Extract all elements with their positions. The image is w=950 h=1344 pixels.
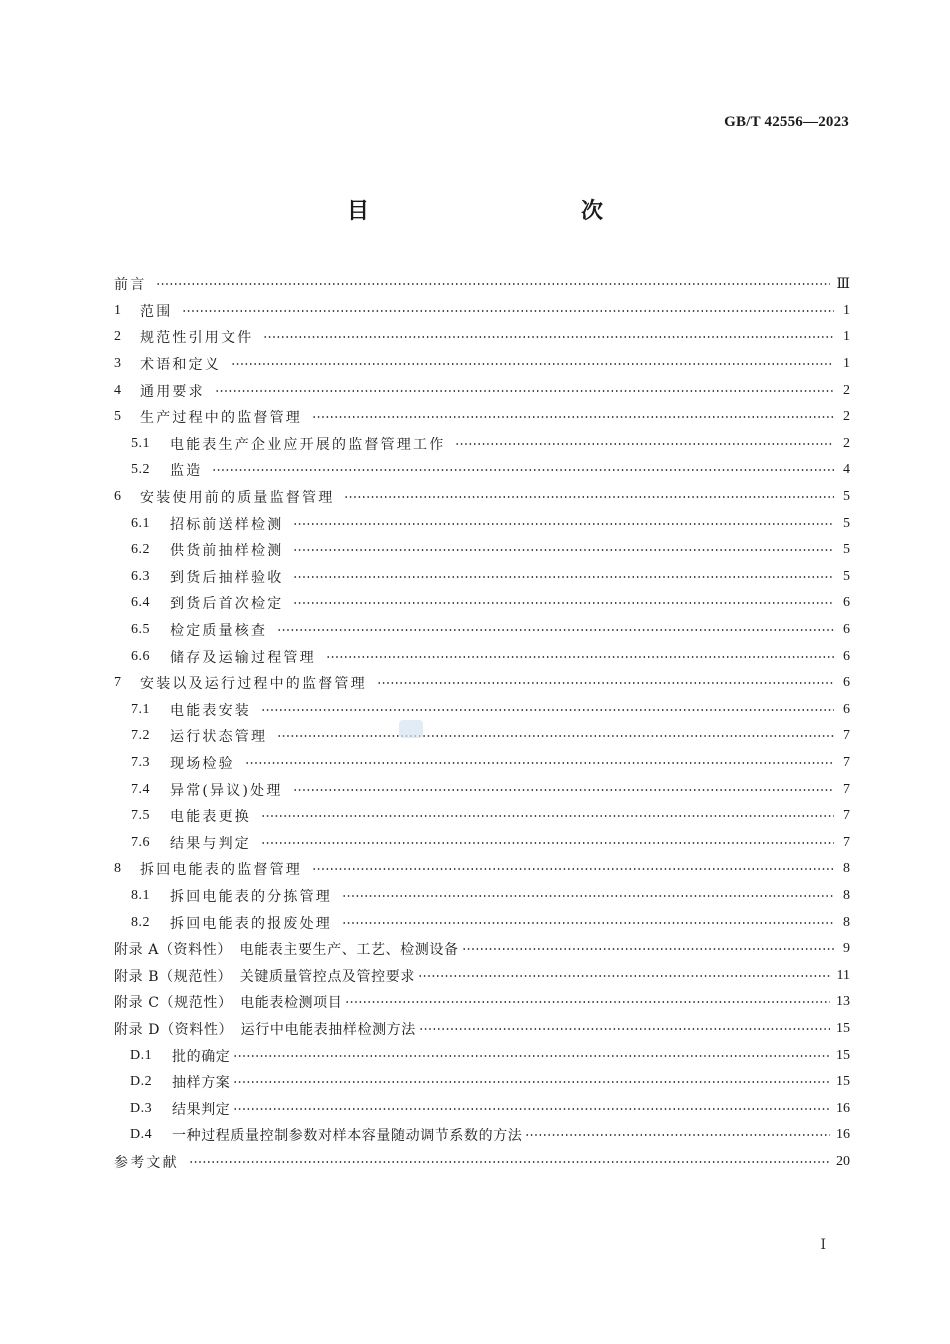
toc-leader-dots [326,656,834,658]
toc-entry-number: 7.3 [131,754,150,770]
toc-entry-label: 参考文献 [114,1154,179,1171]
toc-entry[interactable] [114,377,850,404]
toc-entry[interactable] [114,1016,850,1043]
toc-entry-number: D.2 [130,1074,153,1090]
toc-entry-label: 电能表安装 [170,702,251,719]
toc-entry-page: 1 [843,302,850,318]
toc-leader-dots [312,416,834,418]
toc-entry-label: 供货前抽样检测 [170,543,284,560]
toc-entry[interactable] [114,856,850,883]
toc-entry[interactable] [114,510,850,537]
toc-leader-dots [233,1055,830,1057]
toc-leader-dots [293,549,834,551]
toc-entry-page: 8 [843,914,850,930]
toc-entry-page: 8 [843,861,850,877]
toc-entry-label: 现场检验 [170,755,235,772]
toc-entry-page: 16 [836,1127,850,1143]
toc-entry-label: 拆回电能表的分拣管理 [170,888,332,905]
toc-leader-dots [344,496,834,498]
toc-entry[interactable] [114,564,850,591]
toc-entry[interactable] [114,989,850,1016]
toc-entry-label: 附录 C（规范性） 电能表检测项目 [114,995,343,1012]
toc-entry-label: 安装以及运行过程中的监督管理 [140,676,367,693]
toc-leader-dots [293,576,834,578]
toc-entry-label: 附录 B（规范性） 关键质量管控点及管控要求 [114,968,415,985]
toc-entry-page: 15 [836,1074,850,1090]
toc-entry-page: 13 [836,994,850,1010]
toc-entry-label: 检定质量核查 [170,623,268,640]
toc-entry-page: 5 [843,489,850,505]
toc-entry-label: 前言 [114,277,147,294]
toc-entry-label: 监造 [170,463,203,480]
page-number: Ⅰ [820,1238,826,1253]
toc-entry-number: 6.4 [131,595,150,611]
toc-entry-label: 一种过程质量控制参数对样本容量随动调节系数的方法 [172,1128,523,1145]
toc-entry-label: 范围 [140,303,173,320]
toc-entry[interactable] [114,431,850,458]
toc-entry-page: 7 [843,834,850,850]
standard-code: GB/T 42556—2023 [724,114,849,130]
toc-entry-label: 电能表生产企业应开展的监督管理工作 [170,436,446,453]
toc-entry-number: 6 [114,489,122,505]
toc-leader-dots [182,310,834,312]
toc-entry-page: Ⅲ [836,276,850,292]
table-of-contents [114,271,850,1175]
toc-entry-label: 附录 D（资料性） 运行中电能表抽样检测方法 [114,1021,416,1038]
page-title: 目 次 [346,199,659,224]
toc-entry-number: 5.2 [131,462,150,478]
toc-entry-page: 20 [836,1153,850,1169]
toc-leader-dots [342,895,834,897]
toc-entry-page: 6 [843,675,850,691]
toc-entry-page: 6 [843,595,850,611]
toc-entry-page: 7 [843,754,850,770]
toc-entry-page: 16 [836,1100,850,1116]
toc-entry-label: 拆回电能表的报废处理 [170,915,332,932]
toc-entry-page: 6 [843,701,850,717]
toc-entry[interactable] [114,750,850,777]
toc-entry-number: D.4 [130,1127,153,1143]
toc-leader-dots [261,709,834,711]
toc-leader-dots [277,629,834,631]
toc-entry-page: 4 [843,462,850,478]
toc-entry-number: 5 [114,409,122,425]
toc-entry-page: 5 [843,542,850,558]
toc-entry-number: 7.4 [131,781,150,797]
toc-leader-dots [212,469,834,471]
toc-leader-dots [293,602,834,604]
toc-entry[interactable] [114,351,850,378]
toc-entry[interactable] [114,1122,850,1149]
toc-leader-dots [263,336,834,338]
toc-entry-label: 电能表更换 [170,809,251,826]
toc-leader-dots [245,762,834,764]
toc-entry-page: 7 [843,781,850,797]
toc-entry[interactable] [114,590,850,617]
toc-entry-page: 1 [843,356,850,372]
toc-leader-dots [293,789,834,791]
toc-entry-label: 批的确定 [172,1048,231,1065]
toc-entry-number: 7.1 [131,701,150,717]
toc-entry-page: 6 [843,622,850,638]
toc-entry-label: 结果判定 [172,1101,231,1118]
toc-entry-number: 8 [114,861,122,877]
toc-entry[interactable] [114,537,850,564]
toc-leader-dots [233,1081,830,1083]
toc-entry-page: 15 [836,1047,850,1063]
toc-entry[interactable] [114,1069,850,1096]
toc-entry-number: 8.2 [131,914,150,930]
toc-leader-dots [345,1001,830,1003]
toc-entry-page: 11 [836,967,850,983]
toc-entry-page: 5 [843,568,850,584]
toc-leader-dots [231,363,834,365]
toc-entry-number: 7.5 [131,808,150,824]
toc-leader-dots [312,868,834,870]
toc-entry-page: 1 [843,329,850,345]
toc-entry-number: 7 [114,675,122,691]
toc-leader-dots [525,1134,830,1136]
toc-entry[interactable] [114,936,850,963]
toc-entry-number: 6.2 [131,542,150,558]
toc-leader-dots [342,922,834,924]
toc-leader-dots [418,975,831,977]
toc-entry-number: 7.6 [131,834,150,850]
toc-entry-label: 安装使用前的质量监督管理 [140,490,335,507]
toc-entry[interactable] [114,829,850,856]
toc-entry[interactable] [114,697,850,724]
toc-entry[interactable] [114,617,850,644]
toc-entry-page: 7 [843,808,850,824]
toc-entry-page: 2 [843,435,850,451]
toc-entry[interactable] [114,643,850,670]
toc-entry-label: 拆回电能表的监督管理 [140,862,302,879]
toc-entry-number: D.3 [130,1100,153,1116]
toc-entry[interactable] [114,909,850,936]
toc-entry[interactable] [114,776,850,803]
toc-entry-label: 到货后首次检定 [170,596,284,613]
toc-entry-page: 9 [843,941,850,957]
toc-leader-dots [277,735,834,737]
toc-leader-dots [189,1161,830,1163]
toc-entry-number: 7.2 [131,728,150,744]
toc-entry[interactable] [114,1095,850,1122]
toc-entry-label: 储存及运输过程管理 [170,649,316,666]
watermark-logo [399,720,423,738]
toc-entry[interactable] [114,883,850,910]
toc-entry-label: 结果与判定 [170,835,251,852]
toc-entry-page: 7 [843,728,850,744]
toc-leader-dots [419,1028,830,1030]
toc-entry-page: 6 [843,648,850,664]
toc-leader-dots [462,948,834,950]
toc-entry-label: 招标前送样检测 [170,516,284,533]
toc-entry[interactable] [114,484,850,511]
toc-entry[interactable] [114,723,850,750]
toc-entry[interactable] [114,404,850,431]
toc-leader-dots [233,1108,830,1110]
toc-entry-number: D.1 [130,1047,153,1063]
toc-entry[interactable] [114,803,850,830]
toc-entry-label: 通用要求 [140,383,205,400]
toc-leader-dots [156,283,830,285]
toc-entry-label: 术语和定义 [140,357,221,374]
toc-entry-label: 到货后抽样验收 [170,569,284,586]
toc-entry-number: 6.3 [131,568,150,584]
toc-entry-number: 8.1 [131,887,150,903]
toc-entry[interactable] [114,298,850,325]
toc-leader-dots [293,523,834,525]
toc-entry-label: 附录 A（资料性） 电能表主要生产、工艺、检测设备 [114,942,459,959]
toc-entry-number: 4 [114,382,122,398]
toc-leader-dots [261,815,834,817]
toc-leader-dots [455,443,834,445]
toc-entry-number: 2 [114,329,122,345]
toc-entry-label: 生产过程中的监督管理 [140,410,302,427]
toc-entry-page: 2 [843,409,850,425]
toc-entry[interactable] [114,670,850,697]
toc-entry-page: 8 [843,887,850,903]
toc-entry-number: 5.1 [131,435,150,451]
toc-entry[interactable] [114,1149,850,1176]
toc-entry-label: 规范性引用文件 [140,330,254,347]
toc-entry-number: 6.6 [131,648,150,664]
toc-entry-label: 异常(异议)处理 [170,782,283,799]
toc-entry-page: 2 [843,382,850,398]
toc-entry-label: 抽样方案 [172,1075,231,1092]
toc-entry-number: 1 [114,302,122,318]
toc-entry-label: 运行状态管理 [170,729,268,746]
toc-entry[interactable] [114,457,850,484]
toc-leader-dots [261,842,834,844]
toc-entry[interactable] [114,1042,850,1069]
toc-entry-number: 6.1 [131,515,150,531]
toc-entry[interactable] [114,962,850,989]
toc-entry[interactable] [114,271,850,298]
toc-leader-dots [377,682,834,684]
toc-entry-number: 3 [114,356,122,372]
toc-entry-number: 6.5 [131,622,150,638]
toc-entry-page: 5 [843,515,850,531]
toc-leader-dots [215,390,834,392]
toc-entry-page: 15 [836,1020,850,1036]
toc-entry[interactable] [114,324,850,351]
